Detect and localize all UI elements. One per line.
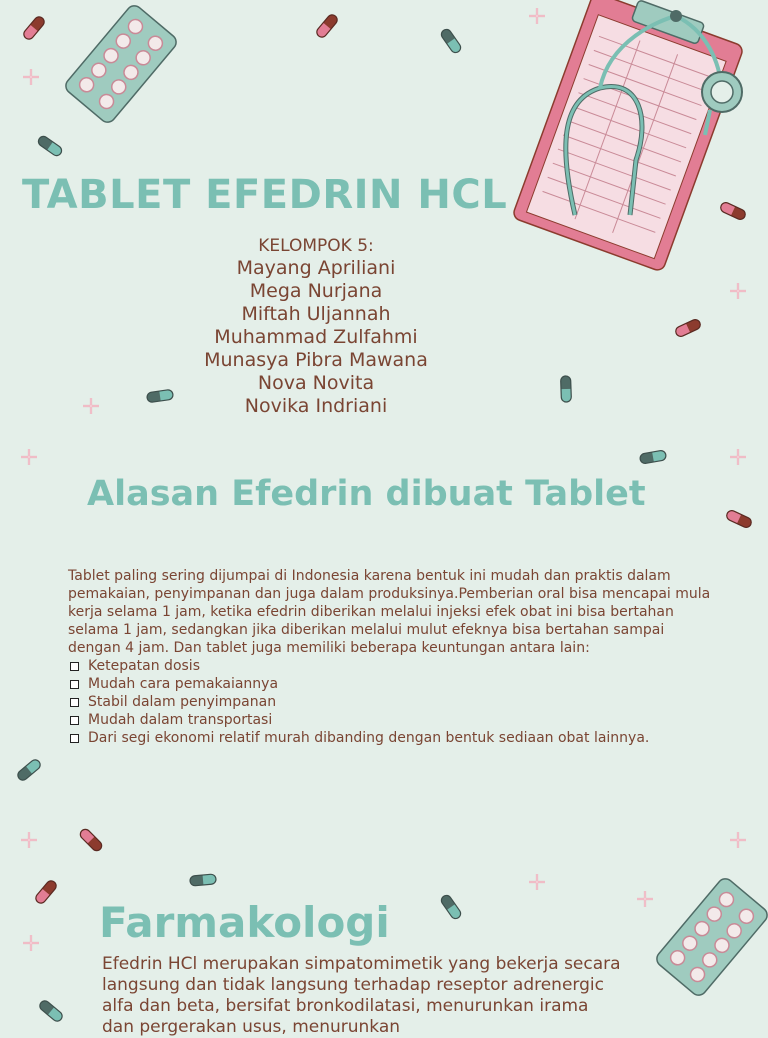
plus-icon <box>730 449 746 465</box>
reasons-paragraph: Tablet paling sering dijumpai di Indonesia karena bentuk ini mudah dan praktis dalam pemakaian, penyimpanan dan juga dalam produksinya.Pemberian oral bisa mencapai mula kerja selama 1 jam, ketika efedrin diberikan melalui injeksi efek obat ini bisa bertahan selama 1 jam, sedangkan jika diberikan melalui mulut efeknya bisa bertahan sampai dengan 4 jam. Dan tablet juga memiliki beberapa keuntungan antara lain: <box>68 568 711 656</box>
list-item-text: Dari segi ekonomi relatif murah dibanding dengan bentuk sediaan obat lainnya. <box>88 730 650 746</box>
plus-icon <box>21 832 37 848</box>
plus-icon <box>730 283 746 299</box>
pill-icon <box>36 134 63 157</box>
pharmacology-paragraph: Efedrin HCl merupakan simpatomimetik yang bekerja secara langsung dan tidak langsung terhadap reseptor adrenergic alfa dan beta, bersifat bronkodilatasi, menurunkan irama dan pergerakan usus, menurunkan <box>102 954 621 1037</box>
pill-icon <box>34 879 58 905</box>
pill-icon <box>315 13 339 39</box>
pill-icon <box>561 376 572 402</box>
plus-icon <box>23 935 39 951</box>
checkbox-bullet-icon <box>70 680 79 689</box>
member-name: Muhammad Zulfahmi <box>214 326 418 348</box>
member-name: Mega Nurjana <box>249 280 383 302</box>
plus-icon <box>529 8 545 24</box>
list-item <box>68 675 718 693</box>
plus-icon <box>730 832 746 848</box>
member-name: Nova Novita <box>257 372 375 394</box>
advantages-list <box>68 657 718 747</box>
list-item <box>68 711 718 729</box>
list-item <box>68 729 718 747</box>
list-item-text: Mudah cara pemakaiannya <box>88 676 279 692</box>
pill-icon <box>725 509 753 529</box>
list-item <box>68 657 718 675</box>
section-heading-pharmacology: Farmakologi <box>99 898 390 947</box>
list-item-text: Ketepatan dosis <box>88 658 200 674</box>
reasons-body <box>68 567 718 747</box>
plus-icon <box>83 398 99 414</box>
pill-icon <box>639 450 666 464</box>
plus-icon <box>23 69 39 85</box>
pharmacology-body <box>102 954 622 1038</box>
member-name: Miftah Uljannah <box>241 303 391 325</box>
plus-icon <box>21 449 37 465</box>
checkbox-bullet-icon <box>70 716 79 725</box>
member-name: Novika Indriani <box>244 395 388 417</box>
pill-icon <box>719 201 747 221</box>
checkbox-bullet-icon <box>70 662 79 671</box>
pill-icon <box>439 27 462 54</box>
plus-icon <box>637 891 653 907</box>
pill-icon <box>78 827 103 852</box>
checkbox-bullet-icon <box>70 734 79 743</box>
checkbox-bullet-icon <box>70 698 79 707</box>
blister-pack-icon <box>654 876 768 999</box>
plus-icon <box>529 874 545 890</box>
pill-icon <box>16 758 42 782</box>
pill-icon <box>674 318 702 338</box>
section-heading-reasons: Alasan Efedrin dibuat Tablet <box>87 474 646 514</box>
list-item-text: Mudah dalam transportasi <box>88 712 273 728</box>
list-item-text: Stabil dalam penyimpanan <box>88 694 277 710</box>
pill-icon <box>190 874 217 886</box>
blister-pack-icon <box>63 3 180 126</box>
pill-icon <box>22 15 46 41</box>
list-item <box>68 693 718 711</box>
member-name: Munasya Pibra Mawana <box>204 349 428 371</box>
pill-icon <box>38 999 64 1023</box>
member-name: Mayang Apriliani <box>236 257 396 279</box>
group-members <box>166 236 466 418</box>
group-heading: KELOMPOK 5: <box>258 236 374 256</box>
page-title: TABLET EFEDRIN HCL <box>22 172 508 218</box>
pill-icon <box>439 893 462 920</box>
